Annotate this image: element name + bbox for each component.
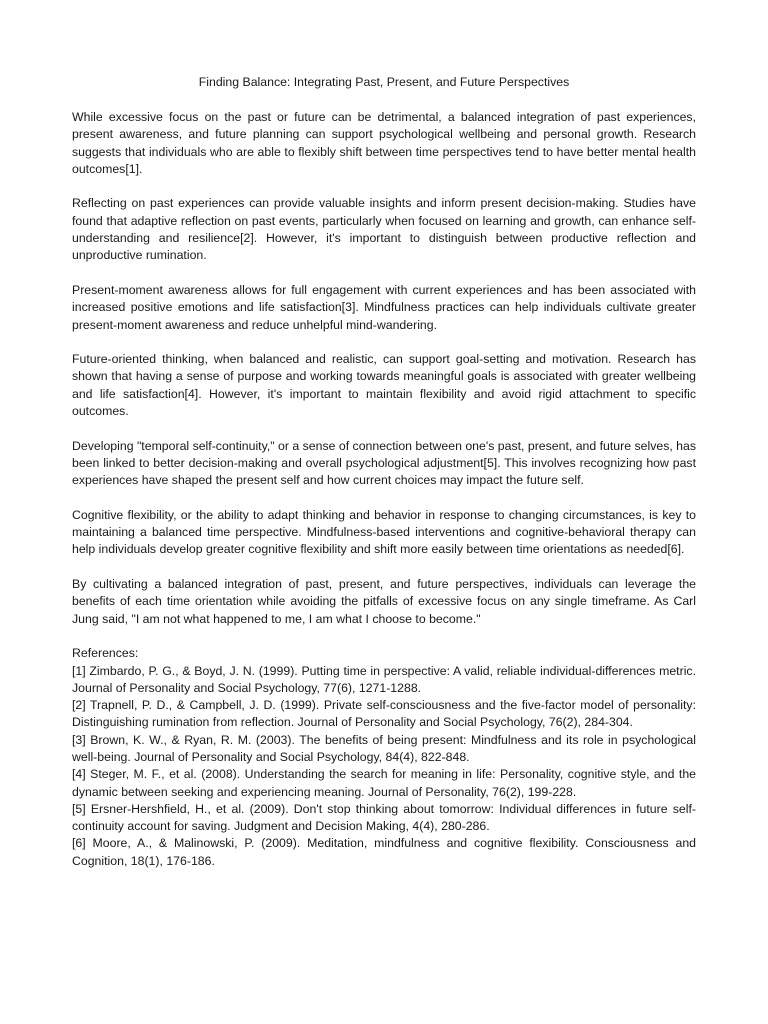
reference-item: [3] Brown, K. W., & Ryan, R. M. (2003). The benefits of being present: Mindfulness and its role in psychological well-being. Journal of Personality and Social Psychology, 84(4), 822-848. — [72, 732, 696, 764]
reference-item: [6] Moore, A., & Malinowski, P. (2009). Meditation, mindfulness and cognitive flexibility. Consciousness and Cognition, 18(1), 176-186. — [72, 836, 696, 868]
reference-item: [2] Trapnell, P. D., & Campbell, J. D. (1999). Private self-consciousness and the five-factor model of personality: Distinguishing rumination from reflection. Journal of Personality and Social Psychology, 76(2), 284-304. — [72, 698, 696, 730]
reference-item: [4] Steger, M. F., et al. (2008). Understanding the search for meaning in life: Personality, cognitive style, and the dynamic between seeking and experiencing meaning. Journal of Personality, 76(2), 199-228. — [72, 767, 696, 799]
paragraph-intro: While excessive focus on the past or future can be detrimental, a balanced integration of past experiences, present awareness, and future planning can support psychological wellbeing and personal growth. Research suggests that individuals who are able to flexibly shift between time perspectives tend to have better mental health outcomes[1]. — [72, 110, 696, 176]
paragraph-continuity: Developing "temporal self-continuity," or a sense of connection between one's past, present, and future selves, has been linked to better decision-making and overall psychological adjustment[5]. This involves recognizing how past experiences have shaped the present self and how current choices may impact the future self. — [72, 438, 697, 488]
paragraph-future: Future-oriented thinking, when balanced and realistic, can support goal-setting and motivation. Research has shown that having a sense of purpose and working towards meaningful goals is associated with greater wellbeing and life satisfaction[4]. However, it's important to maintain flexibility and avoid rigid attachment to specific outcomes. — [72, 352, 696, 419]
references-section — [72, 645, 696, 870]
reference-item: [5] Ersner-Hershfield, H., et al. (2009). Don't stop thinking about tomorrow: Individual differences in future self-continuity account for saving. Judgment and Decision Making, 4(4), 280-286. — [72, 801, 696, 834]
reference-item: [1] Zimbardo, P. G., & Boyd, J. N. (1999). Putting time in perspective: A valid, reliable individual-differences metric. Journal of Personality and Social Psychology, 77(6), 1271-1288. — [72, 663, 696, 695]
paragraph-present: Present-moment awareness allows for full engagement with current experiences and has been associated with increased positive emotions and life satisfaction[3]. Mindfulness practices can help individuals cultivate greater present-moment awareness and reduce unhelpful mind-wandering. — [72, 282, 696, 332]
document-page — [72, 73, 696, 870]
references-heading: References: — [72, 646, 139, 661]
paragraph-conclusion: By cultivating a balanced integration of past, present, and future perspectives, individuals can leverage the benefits of each time orientation while avoiding the pitfalls of excessive focus on any single timeframe. As Carl Jung said, "I am not what happened to me, I am what I choose to become." — [72, 577, 696, 626]
paragraph-past: Reflecting on past experiences can provide valuable insights and inform present decision-making. Studies have found that adaptive reflection on past events, particularly when focused on learning and growth, can enhance self-understanding and resilience[2]. However, it's important to distinguish between productive reflection and unproductive rumination. — [72, 196, 696, 263]
document-title: Finding Balance: Integrating Past, Present, and Future Perspectives — [198, 75, 570, 89]
paragraph-flexibility: Cognitive flexibility, or the ability to adapt thinking and behavior in response to changing circumstances, is key to maintaining a balanced time perspective. Mindfulness-based interventions and cognitive-behavioral therapy can help individuals develop greater cognitive flexibility and shift more easily between time orientations as needed[6]. — [72, 507, 696, 557]
